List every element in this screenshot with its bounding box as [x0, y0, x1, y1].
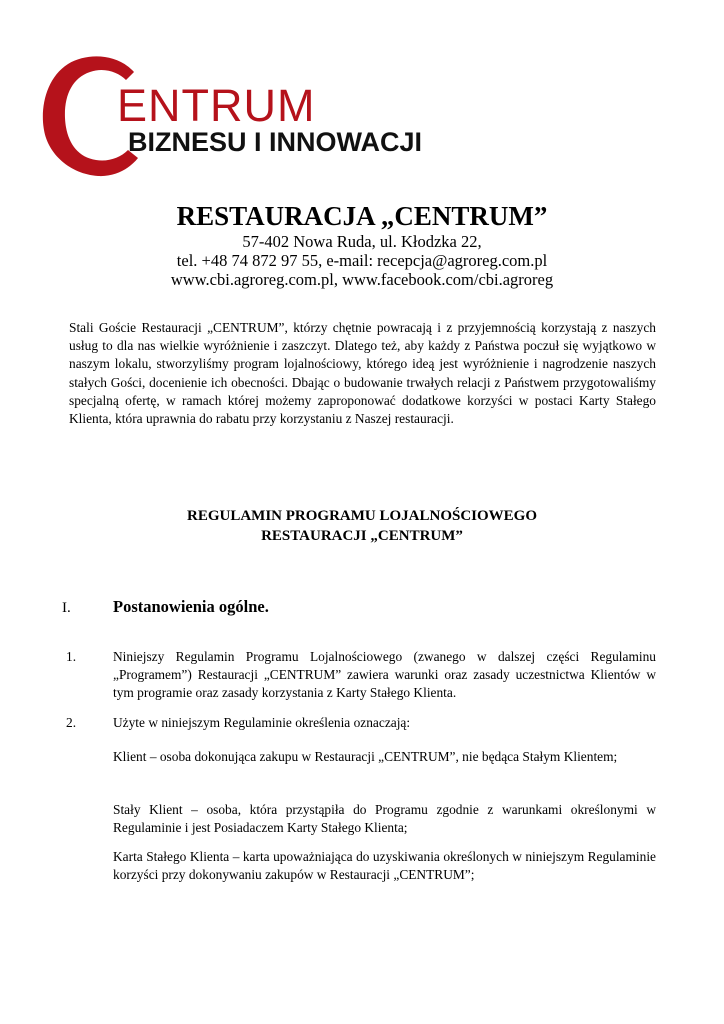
section-title: Postanowienia ogólne.: [113, 597, 269, 616]
item-number: 2.: [66, 715, 77, 730]
page-title: RESTAURACJA „CENTRUM”: [176, 201, 548, 231]
section-number: I.: [62, 600, 71, 616]
logo: [38, 50, 458, 180]
intro-paragraph: Stali Goście Restauracji „CENTRUM”, którzy chętnie powracają i z przyjemnością korzystają z naszych usług to dla nas wielkie wyróżnienie i zaszczyt. Dlatego też, aby każdy z Państwa poczuł się wyjątkowo w naszym lokalu, stworzyliśmy program lojalnościowy, którego ideą jest wyróżnienie i nagrodzenie naszych stałych Gości, docenienie ich obecności. Dbając o budowanie trwałych relacji z Państwem przygotowaliśmy specjalną ofertę, w ramach której możemy zaproponować dodatkowe korzyści w postaci Karty Stałego Klienta, która uprawnia do rabatu przy korzystaniu z Naszej restauracji.: [69, 320, 656, 427]
web-line: www.cbi.agroreg.com.pl, www.facebook.com/cbi.agroreg: [170, 270, 554, 289]
contact-line: tel. +48 74 872 97 55, e-mail: recepcja@agroreg.com.pl: [176, 251, 548, 270]
logo-line2: BIZNESU I INNOWACJI: [128, 127, 423, 157]
address-line: 57-402 Nowa Ruda, ul. Kłodzka 22,: [242, 232, 482, 251]
regulamin-title-line2: RESTAURACJI „CENTRUM”: [261, 528, 463, 544]
definition-staly-klient: Stały Klient – osoba, która przystąpiła do Programu zgodnie z warunkami określonymi w Regulaminie i jest Posiadaczem Karty Stałego Klienta;: [113, 802, 656, 835]
definition-klient: Klient – osoba dokonująca zakupu w Restauracji „CENTRUM”, nie będąca Stałym Klientem;: [113, 749, 618, 764]
logo-line1: ENTRUM: [117, 80, 316, 131]
item-text: Użyte w niniejszym Regulaminie określenia oznaczają:: [113, 715, 411, 730]
item-text: Niniejszy Regulamin Programu Lojalnościowego (zwanego w dalszej części Regulaminu „Programem”) Restauracji „CENTRUM” zawiera warunki oraz zasady uczestnictwa Klientów w tym programie oraz zasady korzystania z Karty Stałego Klienta.: [113, 649, 656, 700]
definition-karta: Karta Stałego Klienta – karta upoważniająca do uzyskiwania określonych w niniejszym Regulaminie korzyści przy dokonywaniu zakupów w Restauracji „CENTRUM”;: [113, 849, 656, 882]
regulamin-title-line1: REGULAMIN PROGRAMU LOJALNOŚCIOWEGO: [186, 508, 538, 524]
item-number: 1.: [66, 649, 77, 664]
